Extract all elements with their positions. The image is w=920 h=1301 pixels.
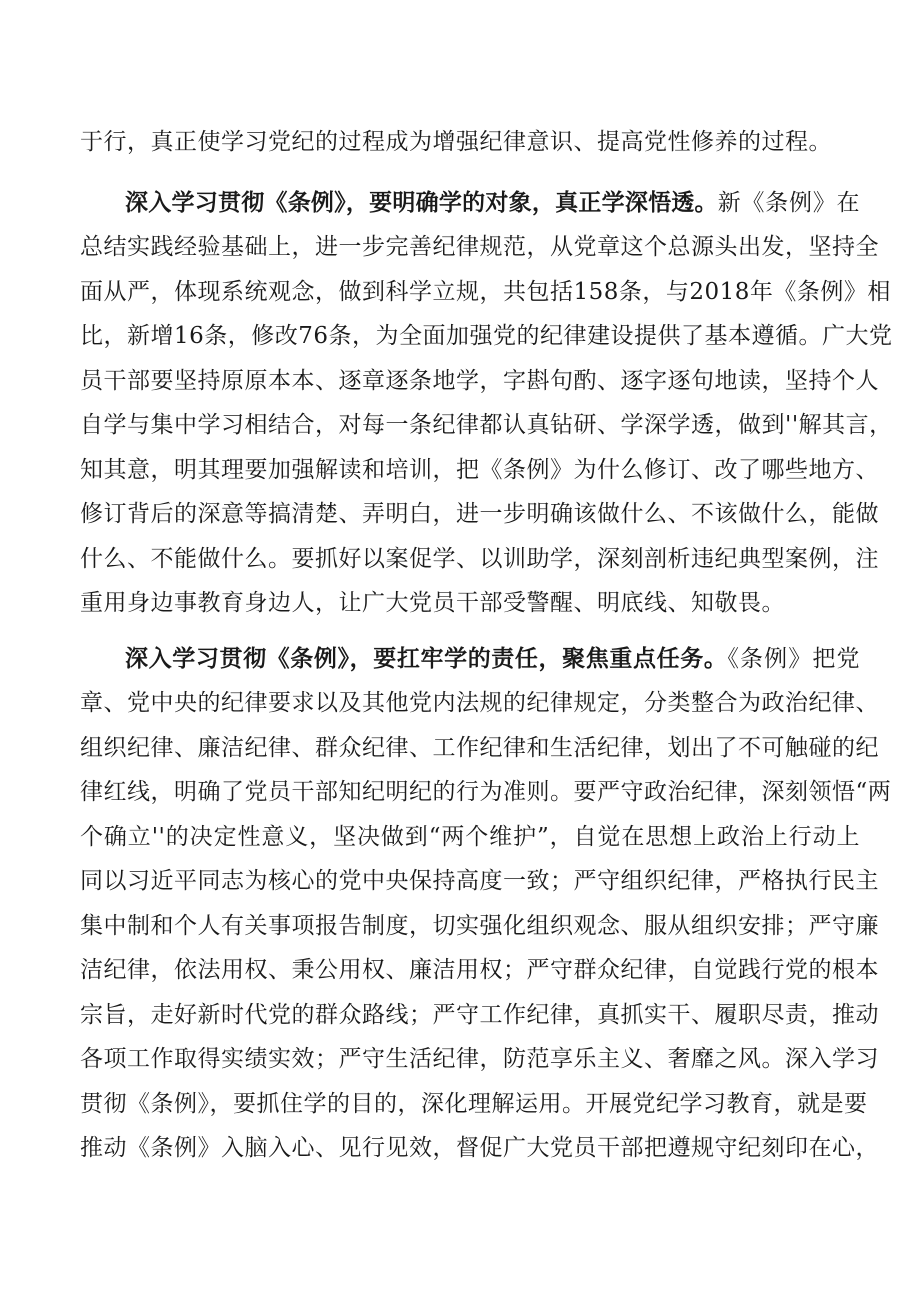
paragraph-first-line bbox=[125, 644, 860, 674]
text-line: 于行，真正使学习党纪的过程成为增强纪律意识、提高党性修养的过程。 bbox=[80, 129, 832, 155]
text-line: 个确立''的决定性意义，坚决做到“两个维护”，自觉在思想上政治上行动上 bbox=[80, 824, 860, 850]
text-line: 同以习近平同志为核心的党中央保持高度一致；严守组织纪律，严格执行民主 bbox=[80, 868, 879, 894]
text-line: 集中制和个人有关事项报告制度，切实强化组织观念、服从组织安排；严守廉 bbox=[80, 913, 879, 939]
text-line: 推动《条例》入脑入心、见行见效，督促广大党员干部把遵规守纪刻印在心， bbox=[80, 1135, 879, 1161]
text-line: 比，新增16条，修改76条，为全面加强党的纪律建设提供了基本遵循。广大党 bbox=[80, 323, 893, 349]
text-line: 总结实践经验基础上，进一步完善纪律规范，从党章这个总源头出发，坚持全 bbox=[80, 234, 879, 260]
text-line: 贯彻《条例》，要抓住学的目的，深化理解运用。开展党纪学习教育，就是要 bbox=[80, 1091, 868, 1117]
paragraph-lead-text: 《条例》把党 bbox=[727, 646, 861, 672]
text-line: 面从严，体现系统观念，做到科学立规，共包括158条，与2018年《条例》相 bbox=[80, 279, 891, 305]
text-line: 自学与集中学习相结合，对每一条纪律都认真钻研、学深学透，做到''解其言， bbox=[80, 412, 893, 438]
text-line: 什么、不能做什么。要抓好以案促学、以训助学，深刻剖析违纪典型案例，注 bbox=[80, 546, 879, 572]
text-line: 知其意，明其理要加强解读和培训，把《条例》为什么修订、改了哪些地方、 bbox=[80, 457, 879, 483]
text-line: 洁纪律，依法用权、秉公用权、廉洁用权；严守群众纪律，自觉践行党的根本 bbox=[80, 957, 879, 983]
paragraph-lead-text: 新《条例》在 bbox=[717, 190, 861, 216]
text-line: 重用身边事教育身边人，让广大党员干部受警醒、明底线、知敬畏。 bbox=[80, 590, 785, 616]
text-line: 员干部要坚持原原本本、逐章逐条地学，字斟句酌、逐字逐句地读，坚持个人 bbox=[80, 368, 879, 394]
paragraph-heading: 深入学习贯彻《条例》，要明确学的对象，真正学深悟透。 bbox=[125, 190, 718, 216]
text-line: 组织纪律、廉洁纪律、群众纪律、工作纪律和生活纪律，划出了不可触碰的纪 bbox=[80, 735, 879, 761]
text-line: 章、党中央的纪律要求以及其他党内法规的纪律规定，分类整合为政治纪律、 bbox=[80, 690, 879, 716]
text-line: 各项工作取得实绩实效；严守生活纪律，防范享乐主义、奢靡之风。深入学习 bbox=[80, 1046, 879, 1072]
paragraph-first-line bbox=[125, 188, 860, 218]
paragraph-heading: 深入学习贯彻《条例》，要扛牢学的责任，聚焦重点任务。 bbox=[125, 646, 728, 672]
text-line: 修订背后的深意等搞清楚、弄明白，进一步明确该做什么、不该做什么，能做 bbox=[80, 501, 879, 527]
text-line: 律红线，明确了党员干部知纪明纪的行为准则。要严守政治纪律，深刻领悟“两 bbox=[80, 779, 892, 805]
text-line: 宗旨，走好新时代党的群众路线；严守工作纪律，真抓实干、履职尽责，推动 bbox=[80, 1002, 879, 1028]
